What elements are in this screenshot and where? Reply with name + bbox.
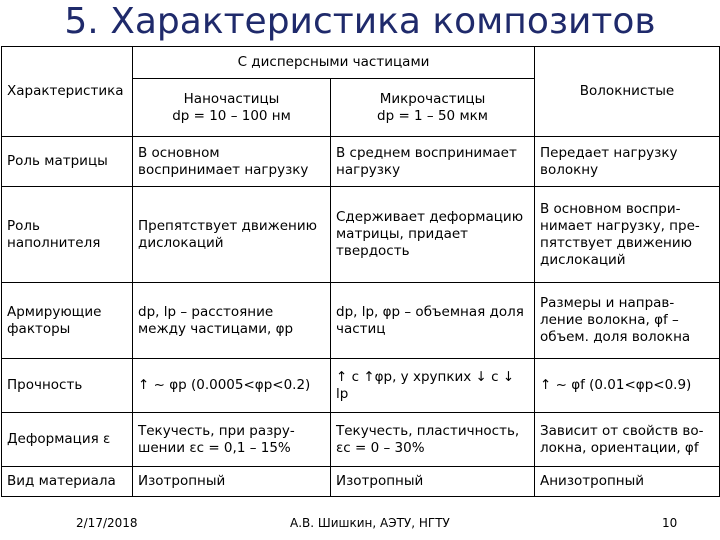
cell-micro: ↑ c ↑φp, у хрупких ↓ c ↓ lp (331, 359, 535, 413)
table-row (2, 283, 720, 359)
row-label: Армирующие факторы (2, 283, 133, 359)
cell-micro: В среднем воспринимает нагрузку (331, 137, 535, 187)
table-row (2, 359, 720, 413)
table-row (2, 413, 720, 467)
header-microparticles (331, 79, 535, 137)
cell-micro: Текучесть, пластичность, εc = 0 – 30% (331, 413, 535, 467)
cell-fiber: Размеры и направ-ление волокна, φf – объем. доля волокна (535, 283, 720, 359)
cell-nano: ↑ ~ φp (0.0005<φp<0.2) (133, 359, 331, 413)
cell-nano: Изотропный (133, 467, 331, 497)
row-label: Прочность (2, 359, 133, 413)
footer-page-number: 10 (662, 516, 678, 530)
table-row (2, 467, 720, 497)
header-dispersed: С дисперсными частицами (133, 47, 535, 79)
cell-fiber: ↑ ~ φf (0.01<φp<0.9) (535, 359, 720, 413)
footer-date: 2/17/2018 (76, 516, 138, 530)
cell-nano: Текучесть, при разру-шении εc = 0,1 – 15% (133, 413, 331, 467)
cell-nano: В основном воспринимает нагрузку (133, 137, 331, 187)
row-label: Деформация ε (2, 413, 133, 467)
nano-header-label: Наночастицы (183, 90, 280, 107)
row-label: Вид материала (2, 467, 133, 497)
table-row (2, 187, 720, 283)
header-fibrous: Волокнистые (535, 47, 720, 137)
cell-nano: dp, lp – расстояние между частицами, φp (133, 283, 331, 359)
slide-title: 5. Характеристика композитов (64, 1, 656, 42)
row-label: Роль наполнителя (2, 187, 133, 283)
row-label: Роль матрицы (2, 137, 133, 187)
header-nanoparticles (133, 79, 331, 137)
table-row (2, 137, 720, 187)
footer-author: А.В. Шишкин, АЭТУ, НГТУ (290, 516, 450, 530)
micro-size-range: dp = 1 – 50 мкм (377, 107, 488, 124)
cell-micro: dp, lp, φp – объемная доля частиц (331, 283, 535, 359)
composites-table (1, 46, 720, 497)
micro-header-label: Микрочастицы (379, 90, 486, 107)
cell-fiber: Анизотропный (535, 467, 720, 497)
cell-fiber: Зависит от свойств во-локна, ориентации, φf (535, 413, 720, 467)
header-row-1 (2, 47, 720, 79)
cell-micro: Изотропный (331, 467, 535, 497)
header-characteristic: Характеристика (2, 47, 133, 137)
cell-fiber: В основном воспри-нимает нагрузку, пре-пятствует движению дислокаций (535, 187, 720, 283)
cell-nano: Препятствует движению дислокаций (133, 187, 331, 283)
cell-fiber: Передает нагрузку волокну (535, 137, 720, 187)
nano-size-range: dp = 10 – 100 нм (172, 107, 291, 124)
cell-micro: Сдерживает деформацию матрицы, придает твердость (331, 187, 535, 283)
